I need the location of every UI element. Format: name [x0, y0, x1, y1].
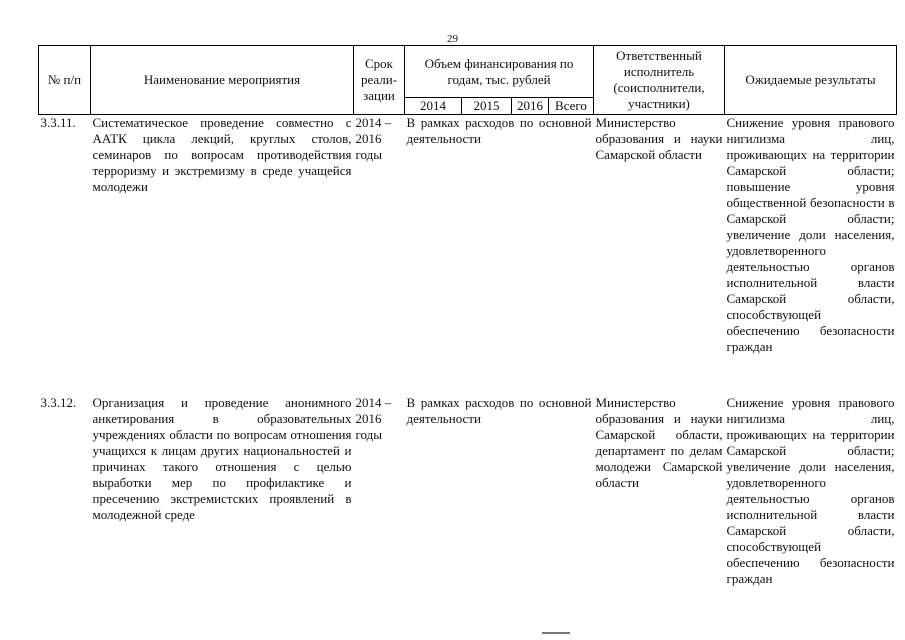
- measures-table: [38, 45, 897, 587]
- page-number: 29: [447, 33, 458, 45]
- row-num: 3.3.12.: [40, 394, 77, 410]
- header-num: № п/п: [39, 46, 91, 115]
- header-year-2016: 2016: [512, 98, 549, 115]
- row-period: 2014 – 2016 годы: [355, 115, 392, 162]
- header-period: Срок реали- зации: [354, 46, 405, 115]
- row-name: Систематическое проведение совместно с ААТК цикла лекций, круглых столов, семинаров по вопросам противодействия терроризму и экстремизму в среде учащейся молодежи: [92, 115, 352, 194]
- row-executor: Министерство образования и науки Самарской области, департамент по делам молодежи Самарской области: [595, 394, 723, 490]
- header-year-2015: 2015: [462, 98, 512, 115]
- row-results: Снижение уровня правового нигилизма лиц, проживающих на территории Самарской области; увеличение доли населения, удовлетворенного деятельностью органов исполнительной власти Самарской области, способствующей обеспечению безопасности граждан: [726, 394, 895, 586]
- table-row: [39, 115, 897, 395]
- row-name: Организация и проведение анонимного анкетирования в образовательных учреждениях области по вопросам отношения учащихся к лицам других национальностей и причинах такого отношения с целью выработки мер по профилактике и пресечению экстремистских проявлений в молодежной среде: [92, 394, 352, 522]
- row-num: 3.3.11.: [40, 115, 76, 130]
- header-name: Наименование мероприятия: [91, 46, 354, 115]
- row-period: 2014 – 2016 годы: [355, 394, 392, 442]
- row-financing: В рамках расходов по основной деятельности: [406, 394, 592, 426]
- row-executor: Министерство образования и науки Самарской области: [595, 115, 723, 162]
- row-results: Снижение уровня правового нигилизма лиц, проживающих на территории Самарской области; повышение уровня общественной безопасности в Самарской области; увеличение доли населения, удовлетворенного деятельностью органов исполнительной власти Самарской области, способствующей обеспечению безопасности граждан: [726, 115, 895, 354]
- header-financing: Объем финансирования по годам, тыс. рублей: [405, 46, 594, 98]
- scan-mark: [542, 632, 570, 634]
- table-header: [39, 46, 897, 115]
- table-row: [39, 395, 897, 587]
- header-results: Ожидаемые результаты: [725, 46, 897, 115]
- header-year-2014: 2014: [405, 98, 462, 115]
- row-financing: В рамках расходов по основной деятельности: [406, 115, 592, 146]
- header-executor: Ответственный исполнитель (соисполнители, участники): [594, 46, 725, 115]
- header-total: Всего: [549, 98, 594, 115]
